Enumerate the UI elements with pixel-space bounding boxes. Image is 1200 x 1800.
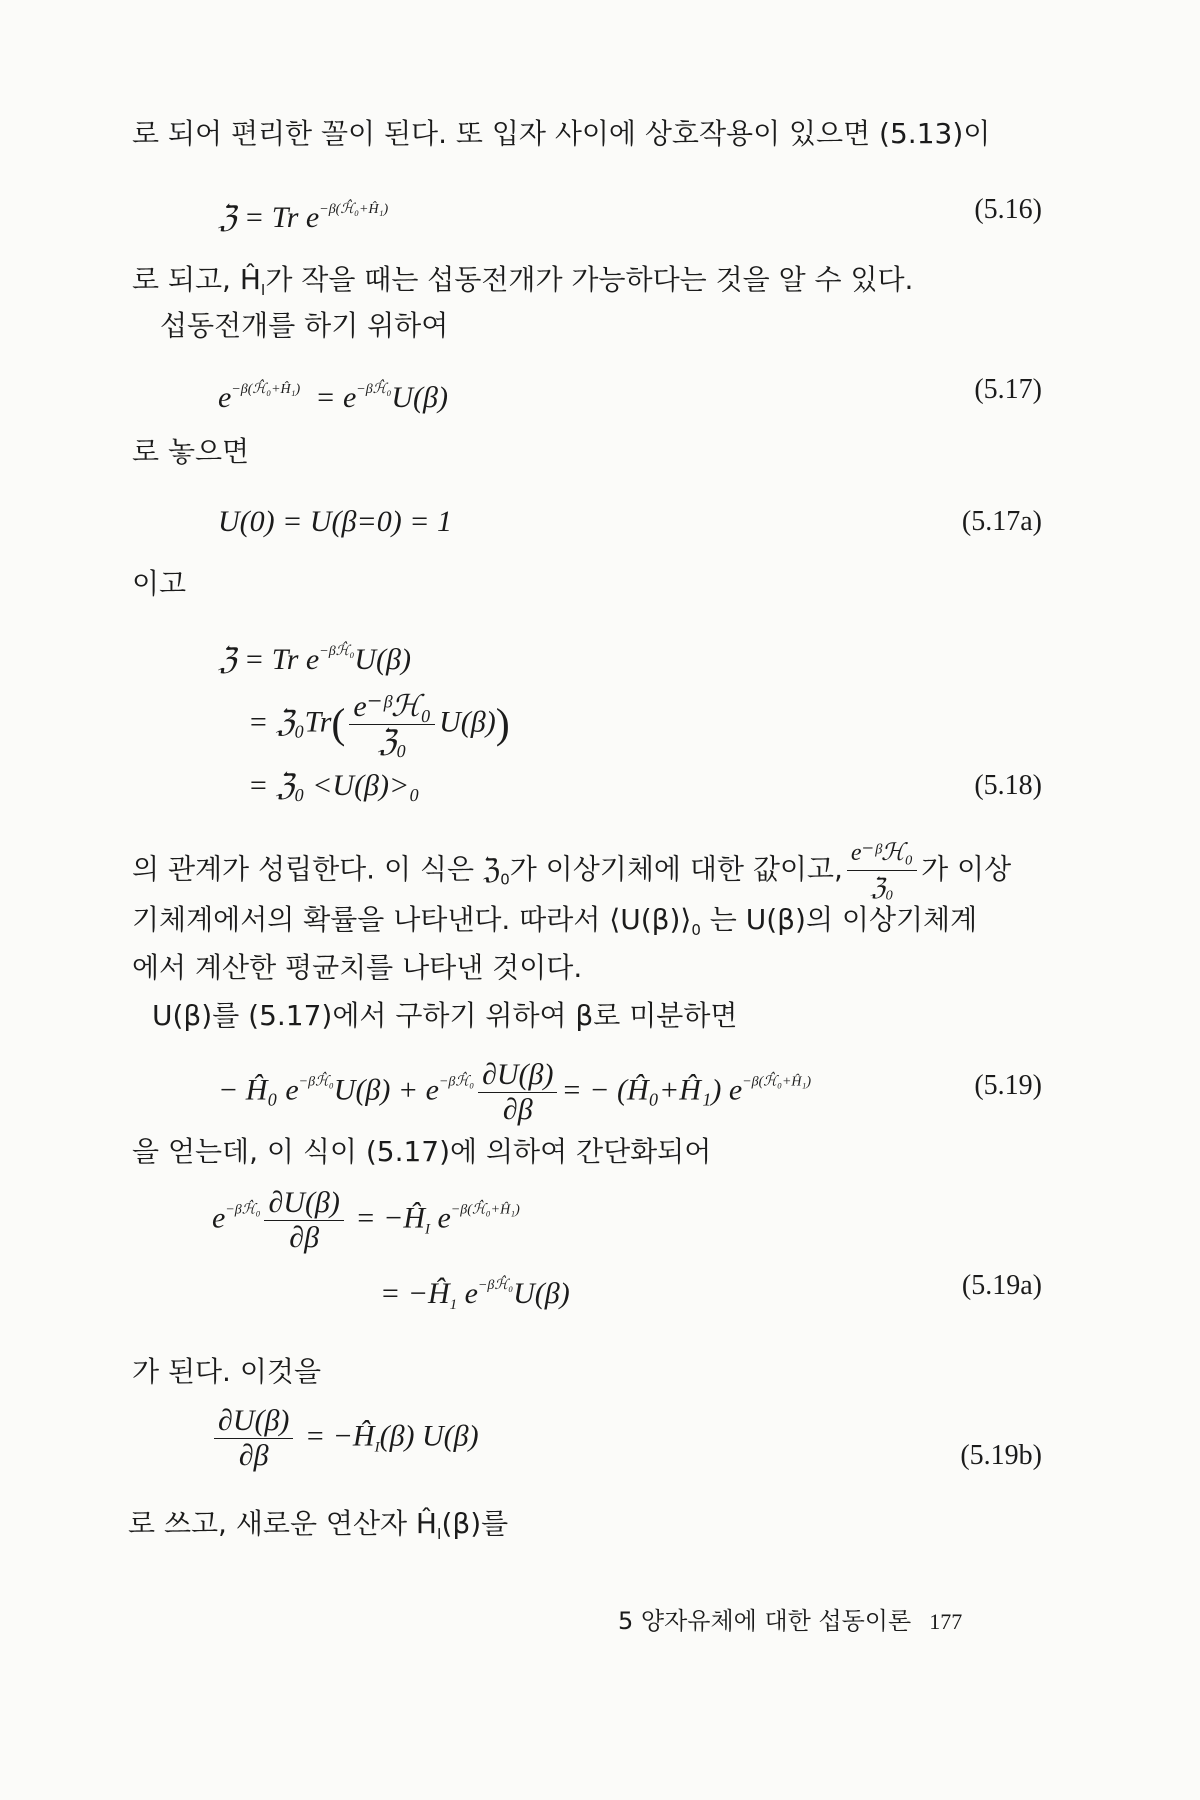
- text-line: 을 얻는데, 이 식이 (5.17)에 의하여 간단화되어: [132, 1135, 712, 1168]
- text-line: U(β)를 (5.17)에서 구하기 위하여 β로 미분하면: [152, 999, 738, 1032]
- equation-5-17: $e^{-\beta(ℋ̂_0+Ĥ_1)} = e^{-\beta ℋ̂_0}U(\beta)$: [218, 381, 448, 414]
- text-line: 로 놓으면: [132, 435, 250, 468]
- equation-number: (5.18): [974, 770, 1042, 801]
- equation-5-18-line2: = ℨ₀Tr( $\frac{\text{e⁻ᵝℋ₀}}{\text{ℨ₀}}$ U(β)): [248, 690, 510, 758]
- text-line: 에서 계산한 평균치를 나타낸 것이다.: [132, 951, 583, 984]
- text-line: 섭동전개를 하기 위하여: [160, 309, 449, 342]
- equation-5-18-line1: ℨ = Tr $e^{-\beta ℋ̂_0}U(\beta)$: [218, 643, 411, 676]
- text-line: 로 쓰고, 새로운 연산자 $Ĥ_I(\beta)$를: [128, 1507, 509, 1543]
- equation-5-17a: U(0) = U(β=0) = 1: [218, 505, 452, 538]
- equation-number: (5.16): [974, 194, 1042, 225]
- equation-5-19a-line1: $e^{-\beta ℋ̂_0}$ $\frac{\partial U(\beta)}{\partial\beta}$ = $-Ĥ_I$ $e^{-\beta(ℋ̂_0+Ĥ_1)}$: [212, 1186, 520, 1254]
- text-line: 이고: [132, 567, 187, 600]
- inline-fraction: $\frac{\text{e⁻ᵝℋ₀}}{\text{ℨ₀}}$: [847, 836, 917, 905]
- equation-5-19: − Ĥ₀ $e^{-\beta ℋ̂_0}U(\beta) + e^{-\beta ℋ̂_0}$ $\frac{\partial U(\beta)}{\partial\beta}$ = − (Ĥ₀+Ĥ₁) $e^{-\beta(ℋ̂_0+Ĥ_1)}$: [218, 1058, 812, 1126]
- text-line: 로 되고, $Ĥ_I$가 작을 때는 섭동전개가 가능하다는 것을 알 수 있다.: [132, 263, 914, 299]
- equation-number: (5.19): [974, 1070, 1042, 1101]
- fraction: $\frac{\partial U(\beta)}{\partial\beta}$: [214, 1404, 293, 1473]
- equation-5-19b: $\frac{\partial U(\beta)}{\partial\beta}$ = $-Ĥ_I(\beta)$ U(β): [210, 1404, 479, 1473]
- page-number: 177: [929, 1609, 963, 1634]
- text-line: 가 된다. 이것을: [132, 1355, 321, 1388]
- equation-5-16: ℨ = Tr $e^{-\beta(ℋ̂_0+Ĥ_1)}$: [218, 201, 389, 234]
- text-line: 기체계에서의 확률을 나타낸다. 따라서 $⟨U(\beta)⟩_0$ 는 U(β)의 이상기체계: [132, 903, 978, 939]
- equation-number: (5.17a): [961, 506, 1042, 537]
- equation-number: (5.19a): [961, 1270, 1042, 1301]
- equation-5-19a-line2: = $-Ĥ_1$ $e^{-\beta ℋ̂_0}U(\beta)$: [380, 1277, 570, 1313]
- equation-number: (5.17): [974, 374, 1042, 405]
- page-footer: [618, 1604, 962, 1639]
- fraction: $\frac{\partial U(\beta)}{\partial\beta}$: [264, 1186, 343, 1255]
- fraction: $\frac{\partial U(\beta)}{\partial\beta}$: [478, 1058, 557, 1127]
- equation-number: (5.19b): [960, 1440, 1042, 1471]
- equation-5-18-line3: = ℨ₀ <U(β)>₀: [248, 769, 420, 802]
- fraction: $\frac{\text{e⁻ᵝℋ₀}}{\text{ℨ₀}}$: [349, 690, 435, 759]
- chapter-title: 5 양자유체에 대한 섭동이론: [618, 1607, 912, 1635]
- text-line: 의 관계가 성립한다. 이 식은 ℨ$_0$가 이상기체에 대한 값이고, $\frac{\text{e⁻ᵝℋ₀}}{\text{ℨ₀}}$ 가 이상: [132, 836, 1011, 905]
- text-line: 로 되어 편리한 꼴이 된다. 또 입자 사이에 상호작용이 있으면 (5.13)이: [132, 117, 991, 150]
